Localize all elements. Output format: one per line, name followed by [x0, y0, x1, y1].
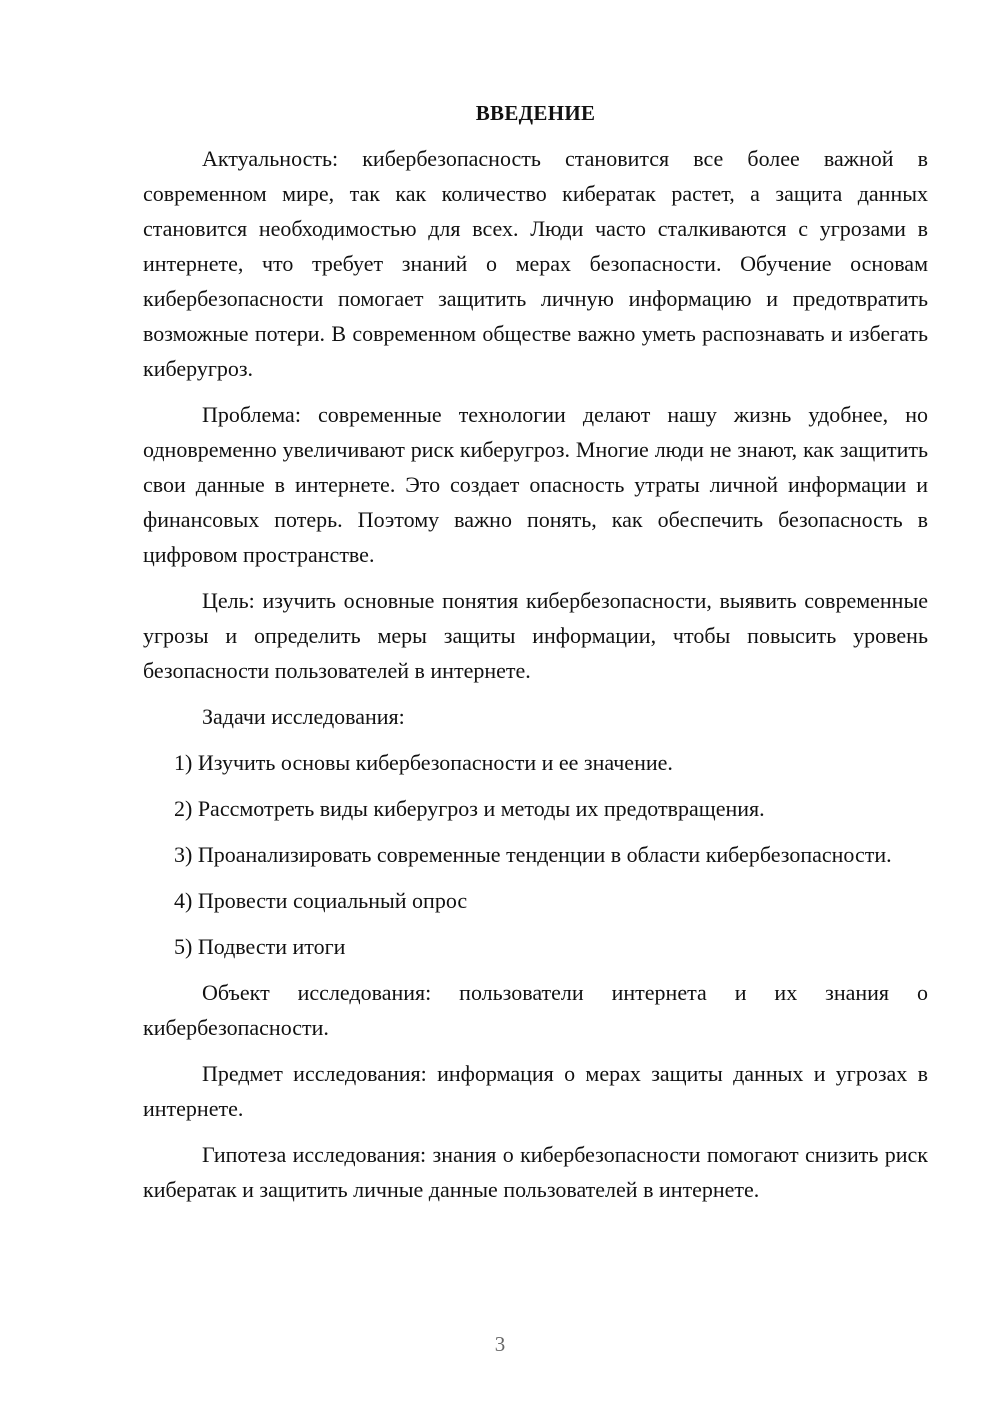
research-hypothesis-paragraph: Гипотеза исследования: знания о кибербезопасности помогают снизить риск кибератак и защитить личные данные пользователей в интернете. — [143, 1142, 928, 1202]
task-item: 5) Подвести итоги — [174, 934, 346, 959]
research-object-paragraph: Объект исследования: пользователи интернета и их знания о кибербезопасности. — [143, 980, 928, 1040]
task-item: 3) Проанализировать современные тенденции в области кибербезопасности. — [174, 842, 892, 867]
page-title: ВВЕДЕНИЕ — [475, 101, 596, 125]
task-item: 2) Рассмотреть виды киберугроз и методы их предотвращения. — [174, 796, 765, 821]
document-page — [143, 96, 928, 1218]
problem-paragraph: Проблема: современные технологии делают нашу жизнь удобнее, но одновременно увеличивают риск киберугроз. Многие люди не знают, как защитить свои данные в интернете. Это создает опасность утраты личной информации и финансовых потерь. Поэтому важно понять, как обеспечить безопасность в цифровом пространстве. — [143, 402, 928, 567]
page-number: 3 — [494, 1332, 506, 1356]
tasks-heading: Задачи исследования: — [202, 704, 405, 729]
task-item: 1) Изучить основы кибербезопасности и ее значение. — [174, 750, 673, 775]
task-item: 4) Провести социальный опрос — [174, 888, 468, 913]
goal-paragraph: Цель: изучить основные понятия кибербезопасности, выявить современные угрозы и определить меры защиты информации, чтобы повысить уровень безопасности пользователей в интернете. — [143, 588, 928, 683]
research-subject-paragraph: Предмет исследования: информация о мерах защиты данных и угрозах в интернете. — [143, 1061, 928, 1121]
relevance-paragraph: Актуальность: кибербезопасность становится все более важной в современном мире, так как количество кибератак растет, а защита данных становится необходимостью для всех. Люди часто сталкиваются с угрозами в интернете, что требует знаний о мерах безопасности. Обучение основам кибербезопасности помогает защитить личную информацию и предотвратить возможные потери. В современном обществе важно уметь распознавать и избегать киберугроз. — [143, 146, 928, 381]
